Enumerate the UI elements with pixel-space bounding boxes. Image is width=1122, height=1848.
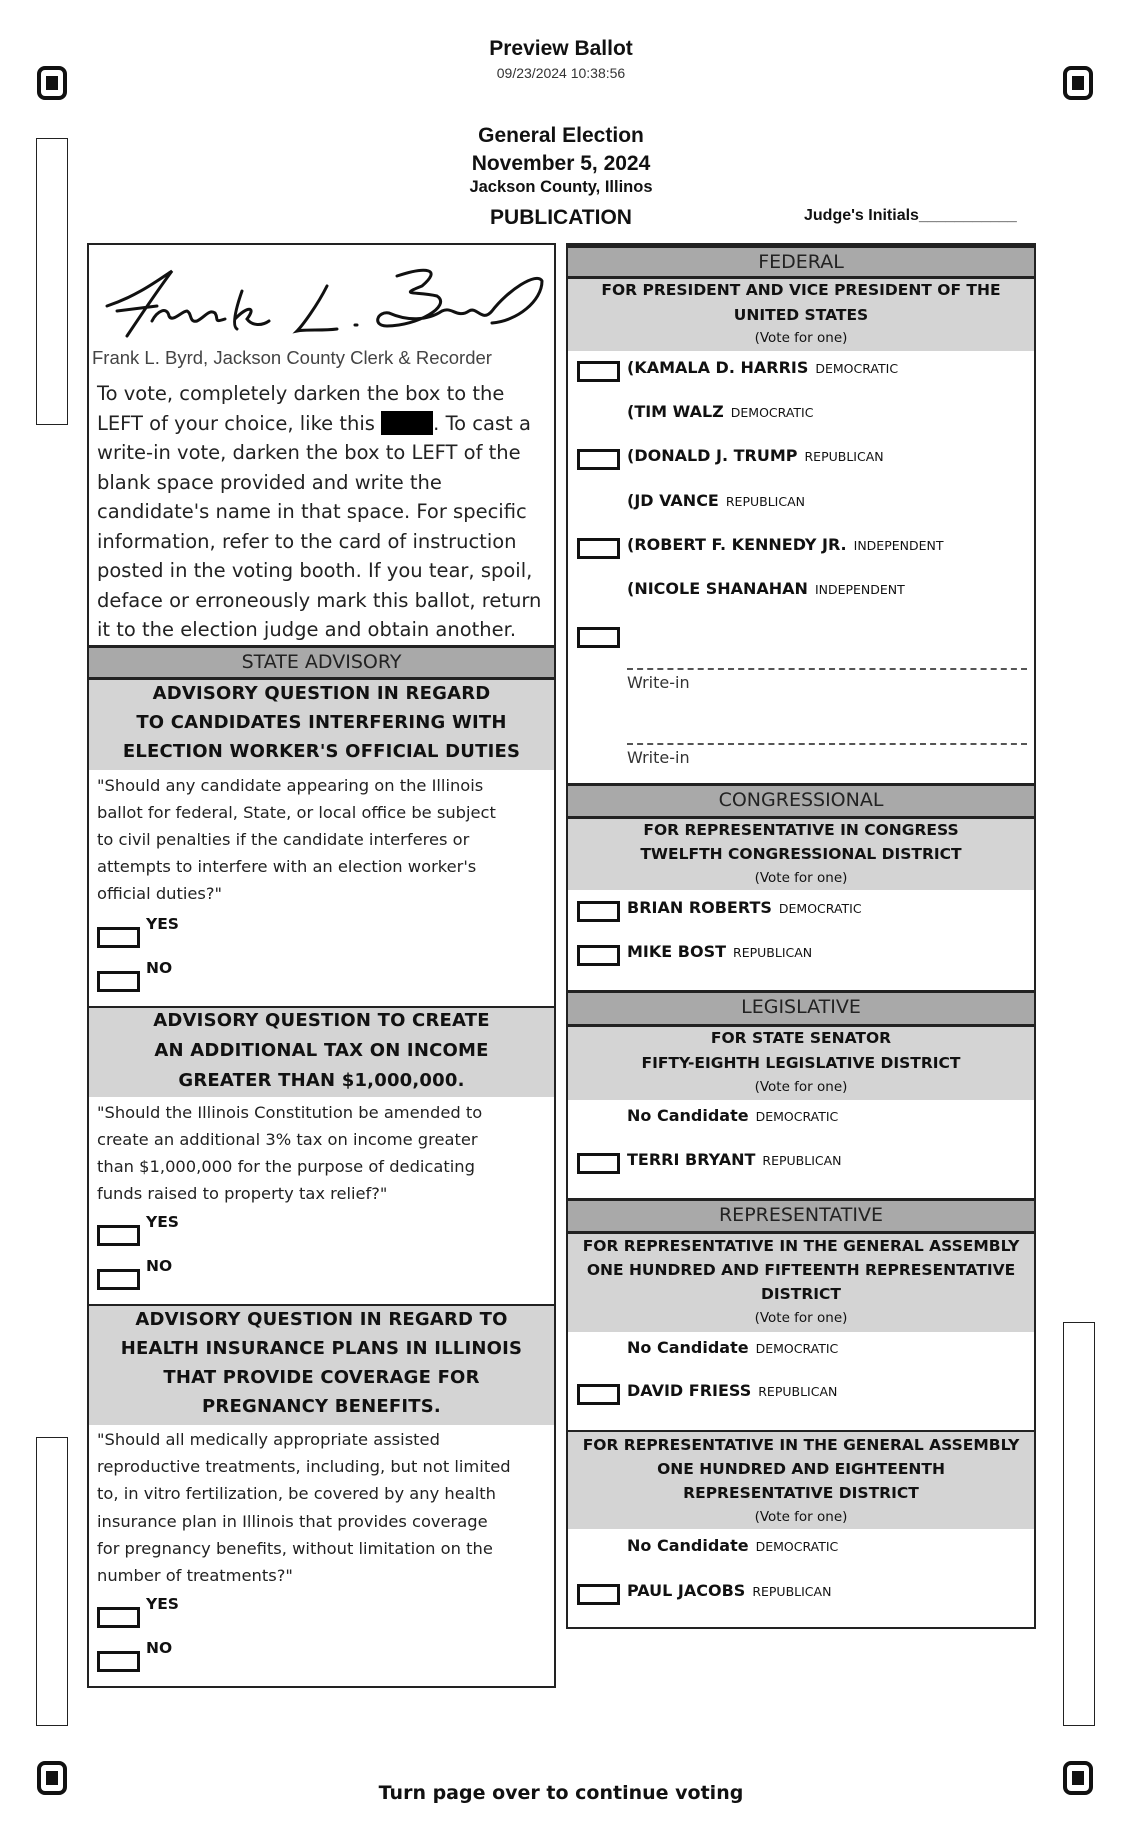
candidate: [627, 898, 862, 917]
question-title-line: ADVISORY QUESTION IN REGARD: [152, 683, 491, 704]
vote-for-instruction: (Vote for one): [754, 1079, 848, 1095]
election-date: November 5, 2024: [471, 152, 651, 175]
option-yes: YES: [146, 1213, 179, 1231]
vote-box-trump-vance[interactable]: [577, 449, 620, 470]
contest-title-line: DISTRICT: [760, 1285, 842, 1303]
candidate-name: (TIM WALZ: [627, 402, 724, 421]
instruction-line: information, refer to the card of instruction: [97, 529, 517, 553]
clerk-caption: Frank L. Byrd, Jackson County Clerk & Recorder: [92, 347, 492, 368]
candidate-name: (NICOLE SHANAHAN: [627, 579, 808, 598]
party-label: REPUBLICAN: [758, 1384, 838, 1399]
question-text-line: number of treatments?": [97, 1566, 293, 1586]
candidate-name: No Candidate: [627, 1536, 749, 1555]
party-label: INDEPENDENT: [853, 538, 944, 553]
question-text-line: "Should any candidate appearing on the Illinois: [97, 776, 484, 795]
contest-title-line: TWELFTH CONGRESSIONAL DISTRICT: [640, 845, 962, 863]
contest-header: [568, 1234, 1034, 1332]
timestamp: 09/23/2024 10:38:56: [496, 65, 626, 81]
candidate: [627, 358, 898, 377]
candidate: [627, 1150, 842, 1169]
party-label: DEMOCRATIC: [815, 361, 899, 376]
instruction-line: it to the election judge and obtain another.: [97, 618, 517, 641]
section-header-federal: FEDERAL: [568, 245, 1034, 279]
candidate-name: PAUL JACOBS: [627, 1581, 746, 1600]
contest-header: [568, 819, 1034, 890]
question-title-line: PREGNANCY BENEFITS.: [202, 1396, 441, 1417]
instructions: [97, 379, 541, 645]
candidate-name: BRIAN ROBERTS: [627, 898, 772, 917]
section-header-representative: REPRESENTATIVE: [568, 1198, 1034, 1234]
question-text-line: to, in vitro fertilization, be covered by any health: [97, 1484, 496, 1504]
question-text: [97, 1099, 482, 1207]
contest-header: [568, 1027, 1034, 1100]
vote-box-no[interactable]: [97, 1651, 140, 1672]
election-name: General Election: [478, 124, 644, 147]
candidate: [627, 535, 944, 554]
instruction-line: . To cast a: [433, 411, 531, 435]
right-column: [566, 243, 1036, 1629]
question-text-line: funds raised to property tax relief?": [97, 1184, 388, 1203]
candidate: [627, 1536, 838, 1555]
party-label: DEMOCRATIC: [730, 405, 814, 420]
vote-box-harris-walz[interactable]: [577, 361, 620, 382]
question-title-line: AN ADDITIONAL TAX ON INCOME: [154, 1040, 489, 1061]
contest-title-line: FOR STATE SENATOR: [710, 1029, 892, 1047]
section-header-state-advisory: STATE ADVISORY: [89, 645, 554, 680]
contest-title-line: UNITED STATES: [733, 306, 869, 324]
candidate-name: MIKE BOST: [627, 942, 727, 961]
contest-title-line: FOR REPRESENTATIVE IN THE GENERAL ASSEMBLY: [582, 1436, 1020, 1454]
candidate: [627, 942, 812, 961]
question-text-line: to civil penalties if the candidate interferes or: [97, 830, 470, 849]
write-in-line[interactable]: [627, 668, 1027, 670]
question-text-line: insurance plan in Illinois that provides coverage: [97, 1511, 488, 1531]
question-text-line: attempts to interfere with an election worker's: [97, 857, 477, 876]
candidate-name: DAVID FRIESS: [627, 1381, 752, 1400]
vote-box-yes[interactable]: [97, 1607, 140, 1628]
vote-box-yes[interactable]: [97, 927, 140, 948]
question-text: [97, 772, 496, 907]
vote-box-yes[interactable]: [97, 1225, 140, 1246]
candidate-name: No Candidate: [627, 1338, 749, 1357]
candidate-name: (DONALD J. TRUMP: [627, 446, 798, 465]
write-in-label: Write-in: [627, 673, 690, 692]
instruction-line: blank space provided and write the: [97, 470, 442, 494]
filled-box-example: [381, 411, 433, 435]
question-text-line: create an additional 3% tax on income greater: [97, 1130, 478, 1149]
contest-title-line: ONE HUNDRED AND EIGHTEENTH: [657, 1460, 945, 1478]
option-no: NO: [146, 1639, 173, 1657]
contest-title-line: FOR REPRESENTATIVE IN THE GENERAL ASSEMBLY: [582, 1237, 1020, 1255]
option-no: NO: [146, 959, 173, 977]
party-label: INDEPENDENT: [814, 582, 905, 597]
contest-title-line: ONE HUNDRED AND FIFTEENTH REPRESENTATIVE: [586, 1261, 1016, 1279]
vote-box-terri-bryant[interactable]: [577, 1153, 620, 1174]
candidate-name: (JD VANCE: [627, 491, 719, 510]
instruction-line: posted in the voting booth. If you tear, spoil,: [97, 559, 533, 582]
question-text-line: reproductive treatments, including, but not limited: [97, 1457, 511, 1477]
ballot-title: Preview Ballot: [489, 37, 633, 60]
question-title-line: ADVISORY QUESTION TO CREATE: [153, 1010, 490, 1031]
signature: [97, 251, 547, 351]
publication-label: PUBLICATION: [490, 206, 632, 229]
side-marker-bar: [1063, 1322, 1095, 1726]
candidate: [627, 402, 813, 421]
vote-for-instruction: (Vote for one): [754, 1310, 848, 1326]
candidate: [627, 1106, 838, 1125]
vote-box-paul-jacobs[interactable]: [577, 1584, 620, 1605]
footer-continue-text: Turn page over to continue voting: [378, 1782, 744, 1804]
question-text-line: "Should all medically appropriate assisted: [97, 1430, 440, 1449]
party-label: REPUBLICAN: [725, 494, 805, 509]
left-column: [87, 243, 556, 1688]
question-title-line: TO CANDIDATES INTERFERING WITH: [136, 712, 507, 733]
vote-box-brian-roberts[interactable]: [577, 901, 620, 922]
contest-title-line: FIFTY-EIGHTH LEGISLATIVE DISTRICT: [641, 1054, 961, 1072]
vote-box-write-in[interactable]: [577, 627, 620, 648]
write-in-line[interactable]: [627, 743, 1027, 745]
section-header-legislative: LEGISLATIVE: [568, 990, 1034, 1027]
candidate-name: TERRI BRYANT: [627, 1150, 756, 1169]
candidate-name: (KAMALA D. HARRIS: [627, 358, 809, 377]
instruction-line: LEFT of your choice, like this: [97, 411, 375, 435]
question-header: [89, 1008, 554, 1097]
candidate: [627, 1381, 837, 1400]
contest-header: [568, 1432, 1034, 1529]
question-title-line: HEALTH INSURANCE PLANS IN ILLINOIS: [120, 1338, 523, 1359]
vote-box-kennedy-shanahan[interactable]: [577, 538, 620, 559]
side-marker-bar: [36, 1437, 68, 1726]
candidate: [627, 579, 905, 598]
vote-box-no[interactable]: [97, 971, 140, 992]
contest-title-line: REPRESENTATIVE DISTRICT: [683, 1484, 919, 1502]
question-text: [97, 1426, 511, 1589]
party-label: REPUBLICAN: [804, 449, 884, 464]
section-header-congressional: CONGRESSIONAL: [568, 783, 1034, 819]
option-yes: YES: [146, 915, 179, 933]
option-no: NO: [146, 1257, 173, 1275]
vote-for-instruction: (Vote for one): [754, 330, 848, 346]
judges-initials: Judge's Initials___________: [804, 207, 1017, 224]
instruction-line: write-in vote, darken the box to LEFT of the: [97, 441, 521, 464]
party-label: REPUBLICAN: [762, 1153, 842, 1168]
vote-box-mike-bost[interactable]: [577, 945, 620, 966]
question-title-line: GREATER THAN $1,000,000.: [178, 1070, 465, 1091]
instruction-line: To vote, completely darken the box to the: [97, 382, 505, 405]
question-text-line: than $1,000,000 for the purpose of dedicating: [97, 1157, 475, 1176]
candidate-name: (ROBERT F. KENNEDY JR.: [627, 535, 847, 554]
vote-box-no[interactable]: [97, 1269, 140, 1290]
contest-header: [568, 279, 1034, 351]
contest-title-line: FOR PRESIDENT AND VICE PRESIDENT OF THE: [601, 281, 1001, 299]
vote-box-david-friess[interactable]: [577, 1384, 620, 1405]
vote-for-instruction: (Vote for one): [754, 870, 848, 886]
question-header: [89, 680, 554, 770]
question-text-line: official duties?": [97, 884, 223, 903]
write-in-label: Write-in: [627, 748, 690, 767]
party-label: DEMOCRATIC: [755, 1539, 839, 1554]
question-text-line: ballot for federal, State, or local office be subject: [97, 803, 496, 822]
contest-title-line: FOR REPRESENTATIVE IN CONGRESS: [643, 821, 959, 839]
party-label: DEMOCRATIC: [778, 901, 862, 916]
question-title-line: ADVISORY QUESTION IN REGARD TO: [135, 1309, 508, 1330]
question-title-line: THAT PROVIDE COVERAGE FOR: [163, 1367, 480, 1388]
candidate: [627, 1338, 838, 1357]
instruction-line: candidate's name in that space. For specific: [97, 500, 527, 523]
question-header: [89, 1306, 554, 1425]
question-text-line: for pregnancy benefits, without limitation on the: [97, 1538, 493, 1558]
candidate: [627, 446, 884, 465]
county-name: Jackson County, Illinos: [469, 178, 653, 196]
candidate: [627, 1581, 831, 1600]
instruction-line: deface or erroneously mark this ballot, return: [97, 588, 542, 612]
party-label: REPUBLICAN: [733, 945, 813, 960]
candidate: [627, 491, 805, 510]
vote-for-instruction: (Vote for one): [754, 1509, 848, 1525]
candidate-name: No Candidate: [627, 1106, 749, 1125]
party-label: DEMOCRATIC: [755, 1341, 839, 1356]
question-text-line: "Should the Illinois Constitution be amended to: [97, 1103, 483, 1122]
party-label: DEMOCRATIC: [755, 1109, 839, 1124]
party-label: REPUBLICAN: [752, 1584, 832, 1599]
option-yes: YES: [146, 1595, 179, 1613]
question-title-line: ELECTION WORKER'S OFFICIAL DUTIES: [122, 741, 521, 762]
